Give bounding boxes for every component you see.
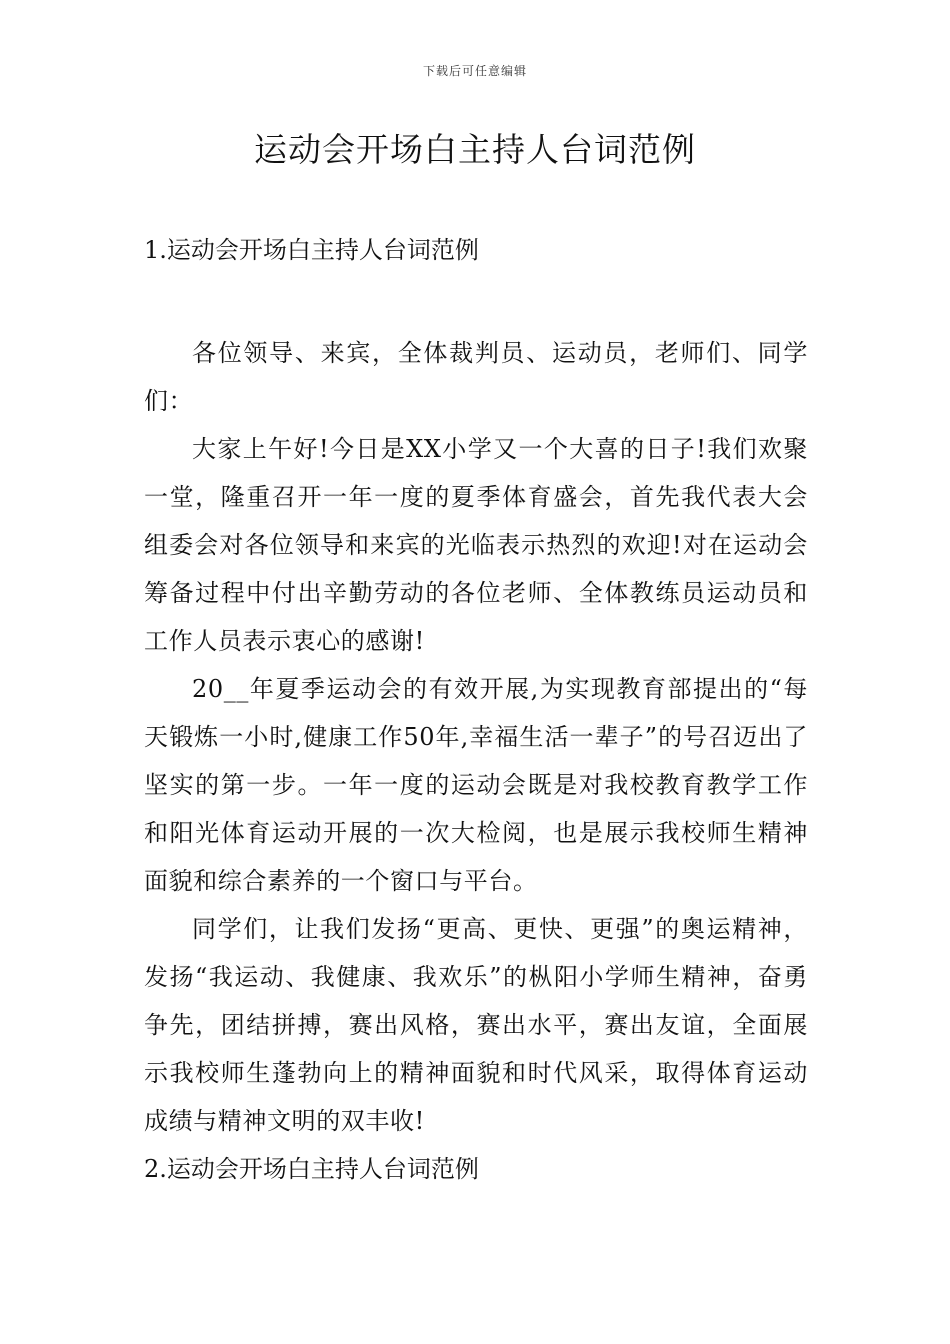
paragraph-greeting: 大家上午好!今日是XX小学又一个大喜的日子!我们欢聚一堂，隆重召开一年一度的夏季体育盛会，首先我代表大会组委会对各位领导和来宾的光临表示热烈的欢迎!对在运动会筹备过程中付出辛勤劳动的各位老师、全体教练员运动员和工作人员表示衷心的感谢! [144,435,808,655]
section-heading-1: 1.运动会开场白主持人台词范例 [144,236,479,264]
paragraph-call-to-action: 同学们，让我们发扬“更高、更快、更强”的奥运精神，发扬“我运动、我健康、我欢乐”的枞阳小学师生精神，奋勇争先，团结拼搏，赛出风格，赛出水平，赛出友谊，全面展示我校师生蓬勃向上的精神面貌和时代风采，取得体育运动成绩与精神文明的双丰收! [144,915,808,1135]
section-heading-2: 2.运动会开场白主持人台词范例 [144,1155,479,1183]
document-title: 运动会开场白主持人台词范例 [254,130,696,169]
paragraph-salutation: 各位领导、来宾，全体裁判员、运动员，老师们、同学们： [144,339,808,415]
paragraph-significance: 20__年夏季运动会的有效开展,为实现教育部提出的“每天锻炼一小时,健康工作50年,幸福生活一辈子”的号召迈出了坚实的第一步。一年一度的运动会既是对我校教育教学工作和阳光体育运动开展的一次大检阅，也是展示我校师生精神面貌和综合素养的一个窗口与平台。 [144,675,808,895]
page-header-note: 下载后可任意编辑 [422,64,527,78]
document-body [144,226,808,1193]
